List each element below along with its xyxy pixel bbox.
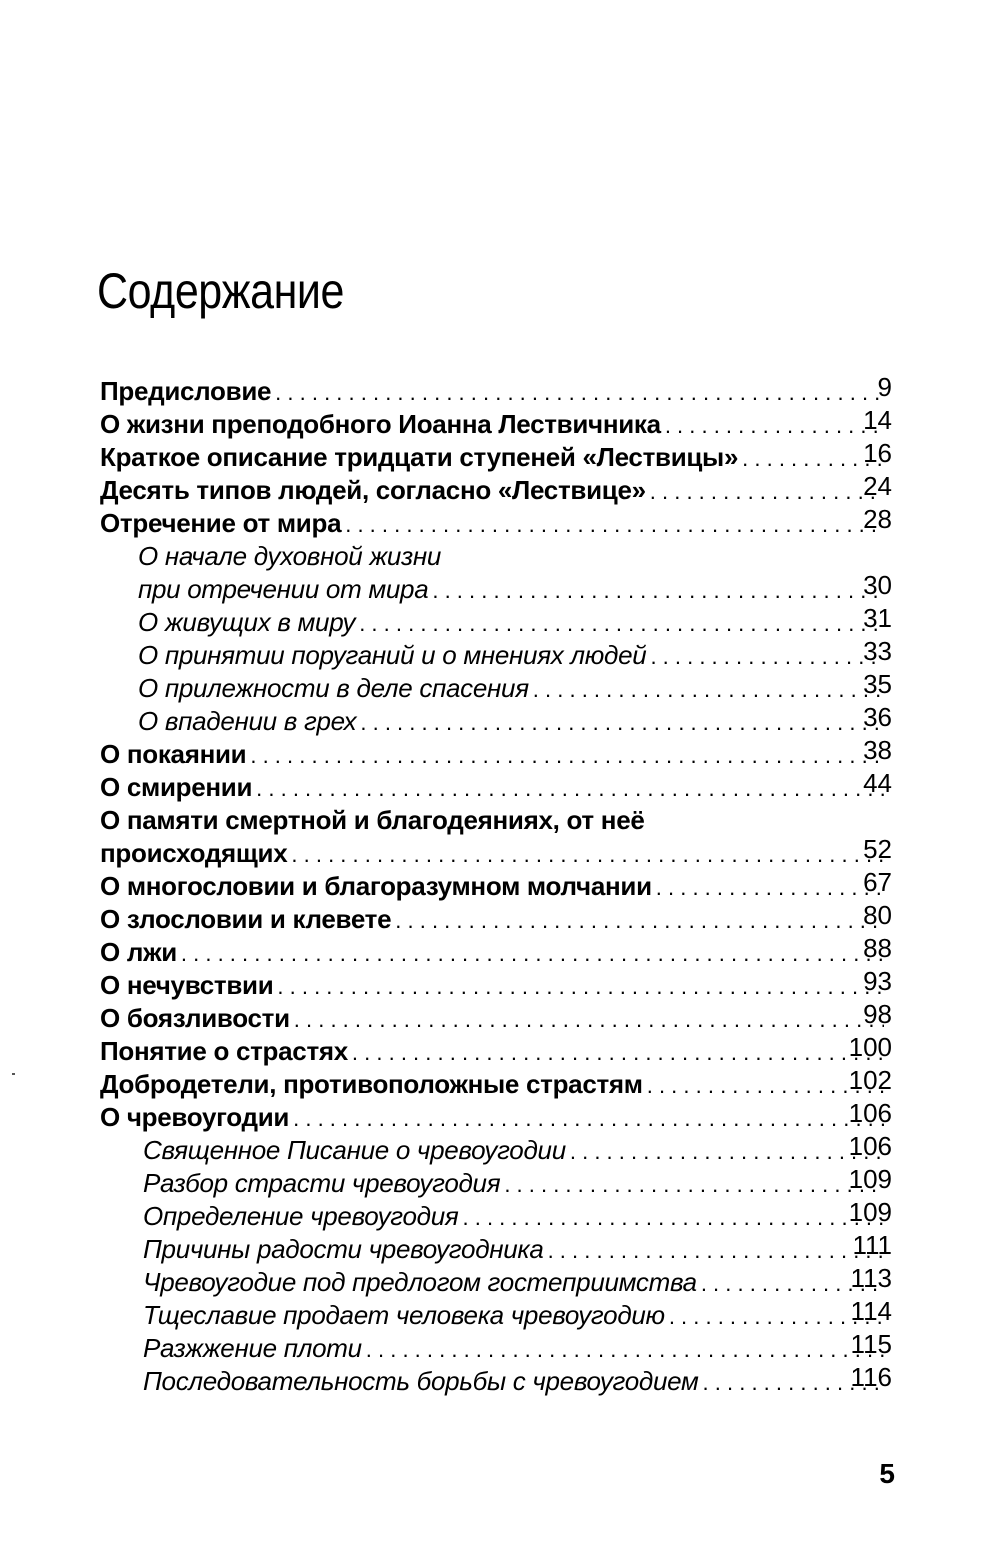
dot-leader (250, 739, 884, 772)
toc-entry-row (143, 1329, 892, 1365)
dot-leader (293, 1102, 884, 1135)
toc-entry-label: происходящих (100, 838, 288, 868)
dot-leader (294, 1003, 884, 1036)
toc-entry-row (100, 933, 892, 969)
toc-entry-row (100, 999, 892, 1035)
toc-entry-page: 9 (877, 372, 892, 402)
toc-entry-row (143, 1131, 892, 1167)
toc-entry (0, 1230, 1000, 1266)
toc-entry (0, 1032, 1000, 1068)
dot-leader (432, 574, 884, 607)
toc-entry (0, 636, 1000, 672)
toc-entry-label: Отречение от мира (100, 508, 342, 538)
toc-entry (0, 504, 1000, 540)
toc-entry-label: Понятие о страстях (100, 1036, 348, 1066)
table-of-contents (0, 372, 1000, 1398)
toc-entry-label: Священное Писание о чревоугодии (143, 1135, 566, 1165)
toc-entry-label: О принятии поруганий и о мнениях людей (138, 640, 647, 670)
dot-leader (366, 1333, 884, 1366)
toc-entry-row (143, 1263, 892, 1299)
dot-leader (504, 1168, 884, 1201)
toc-entry-page: 16 (863, 438, 892, 468)
toc-entry-page: 33 (863, 636, 892, 666)
toc-entry-row (100, 1032, 892, 1068)
toc-entry-row (143, 1362, 892, 1398)
toc-entry-label: Причины радости чревоугодника (143, 1234, 544, 1264)
toc-entry-page: 28 (863, 504, 892, 534)
toc-entry-row (100, 372, 892, 408)
toc-entry-row (100, 438, 892, 474)
toc-entry-label: О многословии и благоразумном молчании (100, 871, 652, 901)
toc-entry-row (138, 702, 892, 738)
dot-leader (533, 673, 884, 706)
toc-entry (0, 540, 1000, 573)
toc-entry-label: О жизни преподобного Иоанна Лествичника (100, 409, 661, 439)
toc-entry-row (100, 1098, 892, 1134)
toc-entry-row (100, 1065, 892, 1101)
dot-leader (345, 508, 884, 541)
toc-entry-page: 30 (863, 570, 892, 600)
toc-entry-page: 80 (863, 900, 892, 930)
toc-entry-page: 38 (863, 735, 892, 765)
toc-entry-row (138, 540, 441, 573)
toc-entry-page: 31 (863, 603, 892, 633)
toc-entry-label: Тщеславие продает человека чревоугодию (143, 1300, 665, 1330)
toc-entry-row (100, 804, 645, 837)
toc-entry (0, 1362, 1000, 1398)
toc-entry-page: 52 (863, 834, 892, 864)
toc-entry-label: О покаянии (100, 739, 247, 769)
dot-leader (650, 475, 884, 508)
toc-entry-row (138, 669, 892, 705)
toc-entry-label: О впадении в грех (138, 706, 357, 736)
toc-entry (0, 999, 1000, 1035)
toc-entry (0, 1263, 1000, 1299)
toc-entry-row (143, 1230, 892, 1266)
toc-entry-label: О злословии и клевете (100, 904, 392, 934)
toc-entry (0, 834, 1000, 870)
toc-entry (0, 471, 1000, 507)
toc-entry (0, 735, 1000, 771)
toc-entry-label: О лжи (100, 937, 177, 967)
dot-leader (665, 409, 884, 442)
toc-entry-label: О смирении (100, 772, 253, 802)
toc-entry (0, 702, 1000, 738)
toc-entry-page: 24 (863, 471, 892, 501)
toc-entry-page: 111 (852, 1230, 892, 1260)
toc-entry-page: 115 (850, 1329, 892, 1359)
toc-entry (0, 768, 1000, 804)
toc-entry-page: 106 (848, 1098, 892, 1128)
toc-entry-row (143, 1197, 892, 1233)
toc-entry (0, 1098, 1000, 1134)
dot-leader (275, 376, 884, 409)
toc-entry-page: 88 (863, 933, 892, 963)
toc-entry-row (100, 768, 892, 804)
toc-entry-label: Добродетели, противоположные страстям (100, 1069, 643, 1099)
toc-entry-page: 67 (863, 867, 892, 897)
toc-entry (0, 1164, 1000, 1200)
toc-entry-page: 114 (850, 1296, 892, 1326)
toc-entry (0, 669, 1000, 705)
page-number: 5 (879, 1458, 895, 1489)
toc-entry-page: 116 (850, 1362, 892, 1392)
toc-entry-label: О памяти смертной и благодеяниях, от неё (100, 805, 645, 835)
scan-speck (12, 1073, 15, 1075)
toc-entry-row (100, 405, 892, 441)
toc-entry-label: О прилежности в деле спасения (138, 673, 529, 703)
toc-entry (0, 867, 1000, 903)
toc-entry (0, 603, 1000, 639)
toc-entry-label: О живущих в миру (138, 607, 356, 637)
toc-entry-row (100, 900, 892, 936)
toc-entry-row (138, 570, 892, 606)
toc-entry-page: 14 (863, 405, 892, 435)
dot-leader (656, 871, 884, 904)
toc-entry (0, 933, 1000, 969)
toc-entry-row (100, 867, 892, 903)
toc-entry-page: 100 (848, 1032, 892, 1062)
toc-entry-row (100, 834, 892, 870)
dot-leader (395, 904, 884, 937)
toc-entry-label: Чревоугодие под предлогом гостеприимства (143, 1267, 697, 1297)
dot-leader (277, 970, 884, 1003)
toc-entry-label: Предисловие (100, 376, 272, 406)
toc-entry (0, 372, 1000, 408)
toc-entry-page: 93 (863, 966, 892, 996)
toc-entry (0, 900, 1000, 936)
toc-entry-page: 35 (863, 669, 892, 699)
toc-entry-page: 44 (863, 768, 892, 798)
toc-entry-page: 36 (863, 702, 892, 732)
toc-entry (0, 966, 1000, 1002)
toc-entry-row (100, 966, 892, 1002)
toc-entry-label: Определение чревоугодия (143, 1201, 459, 1231)
toc-entry-row (100, 735, 892, 771)
toc-entry-label: Разбор страсти чревоугодия (143, 1168, 501, 1198)
toc-entry-label: О чревоугодии (100, 1102, 290, 1132)
dot-leader (360, 706, 884, 739)
toc-entry-page: 109 (848, 1164, 892, 1194)
toc-entry-label: О начале духовной жизни (138, 541, 442, 571)
dot-leader (570, 1135, 884, 1168)
toc-entry-page: 109 (848, 1197, 892, 1227)
toc-entry-label: Последовательность борьбы с чревоугодием (143, 1366, 699, 1396)
toc-entry (0, 1296, 1000, 1332)
page-title: Содержание (97, 263, 345, 319)
dot-leader (256, 772, 884, 805)
toc-entry (0, 438, 1000, 474)
dot-leader (463, 1201, 885, 1234)
toc-entry-label: О нечувствии (100, 970, 274, 1000)
toc-entry-label: Краткое описание тридцати ступеней «Лествицы» (100, 442, 739, 472)
toc-entry-page: 98 (863, 999, 892, 1029)
toc-entry (0, 804, 1000, 837)
dot-leader (291, 838, 884, 871)
toc-entry-label: Разжжение плоти (143, 1333, 362, 1363)
toc-entry-row (143, 1164, 892, 1200)
toc-entry-page: 106 (848, 1131, 892, 1161)
toc-entry (0, 1197, 1000, 1233)
toc-entry (0, 405, 1000, 441)
toc-entry-row (138, 636, 892, 672)
toc-entry-label: О боязливости (100, 1003, 290, 1033)
dot-leader (352, 1036, 884, 1069)
toc-entry-row (138, 603, 892, 639)
toc-entry (0, 1065, 1000, 1101)
dot-leader (359, 607, 884, 640)
toc-entry-page: 102 (848, 1065, 892, 1095)
dot-leader (548, 1234, 884, 1267)
toc-entry (0, 1329, 1000, 1365)
dot-leader (181, 937, 884, 970)
toc-entry (0, 1131, 1000, 1167)
toc-entry-label: Десять типов людей, согласно «Лествице» (100, 475, 646, 505)
toc-entry-page: 113 (850, 1263, 892, 1293)
toc-entry-row (100, 471, 892, 507)
toc-entry-row (100, 504, 892, 540)
dot-leader (650, 640, 884, 673)
toc-entry-row (143, 1296, 892, 1332)
toc-entry-label: при отречении от мира (138, 574, 429, 604)
toc-entry (0, 570, 1000, 606)
